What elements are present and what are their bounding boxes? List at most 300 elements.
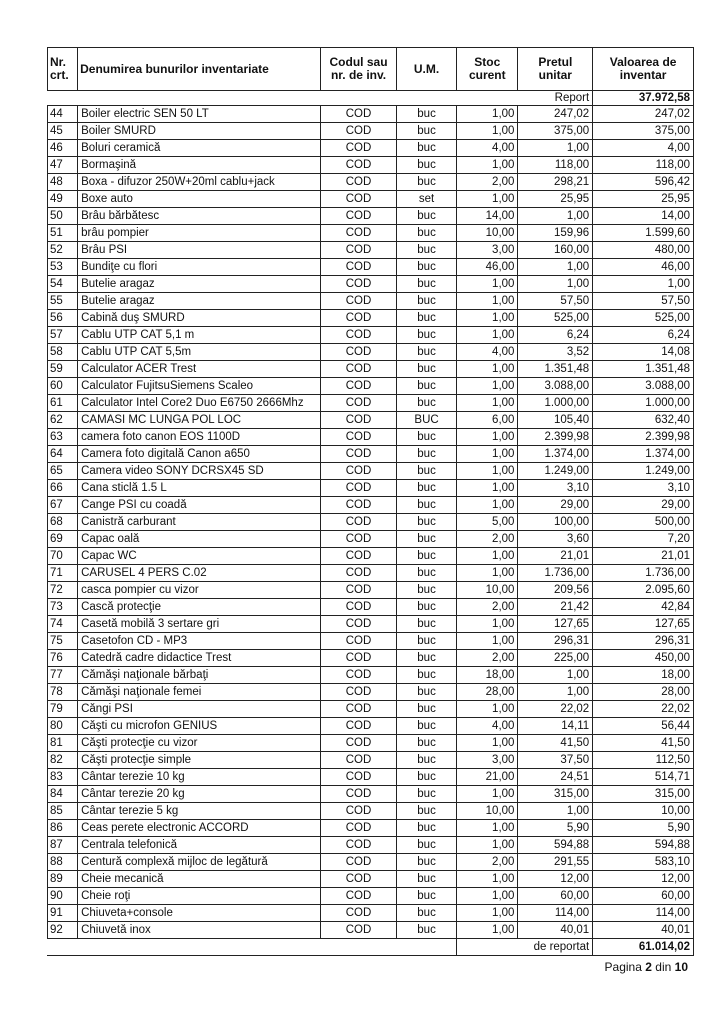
row-um: buc [396,242,456,259]
row-name: Camera video SONY DCRSX45 SD [78,463,321,480]
row-unit-price: 3,60 [518,531,593,548]
row-nr: 70 [48,548,78,565]
header-stock: Stoc curent [457,48,518,91]
row-stock: 4,00 [457,344,518,361]
row-name: casca pompier cu vizor [78,582,321,599]
row-code: COD [321,633,397,650]
row-nr: 50 [48,208,78,225]
row-um: buc [396,157,456,174]
row-stock: 1,00 [457,378,518,395]
row-stock: 1,00 [457,548,518,565]
row-name: Calculator ACER Trest [78,361,321,378]
row-code: COD [321,310,397,327]
row-name: Chiuvetă inox [78,922,321,939]
row-unit-price: 1,00 [518,208,593,225]
row-um: buc [396,395,456,412]
row-name: Boluri ceramică [78,140,321,157]
row-stock: 1,00 [457,293,518,310]
row-code: COD [321,344,397,361]
row-nr: 63 [48,429,78,446]
row-value: 25,95 [593,191,694,208]
table-row [48,140,694,157]
table-body [48,91,694,956]
row-name: Capac oală [78,531,321,548]
row-stock: 1,00 [457,871,518,888]
row-name: Bormaşină [78,157,321,174]
table-row [48,735,694,752]
row-unit-price: 291,55 [518,854,593,871]
row-code: COD [321,786,397,803]
row-nr: 44 [48,106,78,123]
row-name: Calculator Intel Core2 Duo E6750 2666Mhz [78,395,321,412]
table-row [48,786,694,803]
row-um: buc [396,548,456,565]
row-value: 10,00 [593,803,694,820]
row-unit-price: 14,11 [518,718,593,735]
row-name: Ceas perete electronic ACCORD [78,820,321,837]
row-name: Cheie roţi [78,888,321,905]
row-nr: 48 [48,174,78,191]
row-stock: 1,00 [457,463,518,480]
row-value: 2.095,60 [593,582,694,599]
row-code: COD [321,429,397,446]
table-row [48,514,694,531]
row-name: Cântar terezie 10 kg [78,769,321,786]
row-um: buc [396,837,456,854]
table-row [48,480,694,497]
table-row [48,446,694,463]
table-row [48,259,694,276]
page-number [605,960,688,974]
row-stock: 2,00 [457,531,518,548]
table-row [48,854,694,871]
report-row [48,91,694,106]
row-code: COD [321,446,397,463]
row-stock: 1,00 [457,327,518,344]
row-value: 480,00 [593,242,694,259]
row-name: CARUSEL 4 PERS C.02 [78,565,321,582]
row-code: COD [321,174,397,191]
row-code: COD [321,582,397,599]
row-stock: 1,00 [457,106,518,123]
row-unit-price: 114,00 [518,905,593,922]
table-row [48,871,694,888]
row-code: COD [321,837,397,854]
table-row [48,106,694,123]
row-code: COD [321,395,397,412]
row-value: 1,00 [593,276,694,293]
row-nr: 55 [48,293,78,310]
row-unit-price: 225,00 [518,650,593,667]
row-nr: 53 [48,259,78,276]
row-unit-price: 1,00 [518,684,593,701]
table-row [48,650,694,667]
row-value: 7,20 [593,531,694,548]
row-code: COD [321,225,397,242]
row-nr: 87 [48,837,78,854]
table-row [48,633,694,650]
row-unit-price: 21,42 [518,599,593,616]
row-stock: 5,00 [457,514,518,531]
row-name: Catedră cadre didactice Trest [78,650,321,667]
row-name: Cheie mecanică [78,871,321,888]
row-um: buc [396,497,456,514]
row-um: buc [396,310,456,327]
row-value: 40,01 [593,922,694,939]
row-value: 525,00 [593,310,694,327]
inventory-table [47,47,694,956]
row-value: 12,00 [593,871,694,888]
table-row [48,769,694,786]
row-code: COD [321,208,397,225]
row-code: COD [321,616,397,633]
row-nr: 83 [48,769,78,786]
row-unit-price: 6,24 [518,327,593,344]
row-um: buc [396,174,456,191]
row-nr: 66 [48,480,78,497]
row-um: buc [396,293,456,310]
page-middle: din [655,960,672,974]
row-unit-price: 159,96 [518,225,593,242]
row-um: buc [396,616,456,633]
row-code: COD [321,701,397,718]
row-name: Butelie aragaz [78,276,321,293]
row-code: COD [321,548,397,565]
row-value: 594,88 [593,837,694,854]
row-value: 5,90 [593,820,694,837]
row-stock: 4,00 [457,140,518,157]
row-name: Casetă mobilă 3 sertare gri [78,616,321,633]
table-row [48,565,694,582]
row-name: Capac WC [78,548,321,565]
row-name: Butelie aragaz [78,293,321,310]
row-um: buc [396,123,456,140]
row-um: buc [396,378,456,395]
table-row [48,497,694,514]
row-name: Cască protecţie [78,599,321,616]
row-nr: 49 [48,191,78,208]
row-value: 42,84 [593,599,694,616]
row-code: COD [321,718,397,735]
row-code: COD [321,514,397,531]
row-unit-price: 1.374,00 [518,446,593,463]
row-value: 4,00 [593,140,694,157]
row-value: 14,08 [593,344,694,361]
row-value: 60,00 [593,888,694,905]
row-unit-price: 247,02 [518,106,593,123]
row-value: 114,00 [593,905,694,922]
row-stock: 2,00 [457,854,518,871]
row-value: 118,00 [593,157,694,174]
row-unit-price: 29,00 [518,497,593,514]
row-stock: 1,00 [457,191,518,208]
table-row [48,888,694,905]
row-value: 583,10 [593,854,694,871]
row-code: COD [321,871,397,888]
row-unit-price: 1,00 [518,803,593,820]
carry-forward-spacer [48,939,457,956]
row-um: set [396,191,456,208]
row-value: 1.374,00 [593,446,694,463]
row-unit-price: 40,01 [518,922,593,939]
row-stock: 1,00 [457,837,518,854]
row-unit-price: 105,40 [518,412,593,429]
row-um: buc [396,361,456,378]
row-um: buc [396,259,456,276]
row-nr: 67 [48,497,78,514]
row-um: buc [396,565,456,582]
header-code: Codul sau nr. de inv. [321,48,397,91]
row-code: COD [321,820,397,837]
row-um: buc [396,905,456,922]
row-name: Chiuveta+console [78,905,321,922]
row-stock: 1,00 [457,786,518,803]
row-code: COD [321,684,397,701]
row-stock: 3,00 [457,242,518,259]
table-row [48,344,694,361]
row-um: buc [396,106,456,123]
row-nr: 72 [48,582,78,599]
row-code: COD [321,463,397,480]
row-value: 21,01 [593,548,694,565]
row-nr: 80 [48,718,78,735]
row-name: Cablu UTP CAT 5,1 m [78,327,321,344]
report-value: 37.972,58 [593,91,694,106]
table-row [48,752,694,769]
row-value: 28,00 [593,684,694,701]
table-row [48,327,694,344]
carry-forward-row [48,939,694,956]
row-nr: 51 [48,225,78,242]
row-value: 57,50 [593,293,694,310]
row-unit-price: 25,95 [518,191,593,208]
row-value: 1.351,48 [593,361,694,378]
row-nr: 86 [48,820,78,837]
row-value: 296,31 [593,633,694,650]
header-name: Denumirea bunurilor inventariate [78,48,321,91]
row-nr: 46 [48,140,78,157]
table-row [48,582,694,599]
row-value: 6,24 [593,327,694,344]
row-name: Căngi PSI [78,701,321,718]
row-name: Cange PSI cu coadă [78,497,321,514]
row-value: 500,00 [593,514,694,531]
row-um: buc [396,344,456,361]
table-row [48,684,694,701]
row-um: buc [396,786,456,803]
row-nr: 69 [48,531,78,548]
row-um: buc [396,140,456,157]
row-nr: 91 [48,905,78,922]
page-prefix: Pagina [604,960,642,974]
row-code: COD [321,803,397,820]
header-nr: Nr. crt. [48,48,78,91]
row-name: Centrala telefonică [78,837,321,854]
row-name: Cămăşi naţionale femei [78,684,321,701]
row-code: COD [321,735,397,752]
row-um: buc [396,718,456,735]
row-value: 2.399,98 [593,429,694,446]
row-um: buc [396,922,456,939]
table-row [48,548,694,565]
row-stock: 1,00 [457,497,518,514]
table-row [48,616,694,633]
row-code: COD [321,157,397,174]
row-code: COD [321,565,397,582]
row-stock: 10,00 [457,803,518,820]
row-nr: 58 [48,344,78,361]
row-nr: 56 [48,310,78,327]
row-um: buc [396,854,456,871]
row-unit-price: 1,00 [518,140,593,157]
row-stock: 1,00 [457,888,518,905]
carry-forward-label: de reportat [457,939,593,956]
row-code: COD [321,191,397,208]
row-name: Boiler electric SEN 50 LT [78,106,321,123]
row-stock: 1,00 [457,310,518,327]
row-value: 18,00 [593,667,694,684]
row-unit-price: 3.088,00 [518,378,593,395]
row-value: 632,40 [593,412,694,429]
row-stock: 46,00 [457,259,518,276]
row-unit-price: 12,00 [518,871,593,888]
row-name: Cântar terezie 5 kg [78,803,321,820]
row-um: buc [396,888,456,905]
row-stock: 10,00 [457,225,518,242]
row-name: Cămăşi naţionale bărbaţi [78,667,321,684]
row-stock: 1,00 [457,123,518,140]
row-um: buc [396,735,456,752]
row-stock: 3,00 [457,752,518,769]
row-code: COD [321,650,397,667]
row-value: 46,00 [593,259,694,276]
row-code: COD [321,242,397,259]
table-row [48,208,694,225]
table-row [48,463,694,480]
row-value: 1.599,60 [593,225,694,242]
row-nr: 79 [48,701,78,718]
row-unit-price: 525,00 [518,310,593,327]
row-code: COD [321,140,397,157]
table-row [48,837,694,854]
row-stock: 14,00 [457,208,518,225]
row-stock: 1,00 [457,701,518,718]
row-unit-price: 315,00 [518,786,593,803]
row-um: buc [396,463,456,480]
row-nr: 75 [48,633,78,650]
page-current: 2 [645,960,652,974]
row-code: COD [321,922,397,939]
row-um: buc [396,531,456,548]
table-row [48,922,694,939]
inventory-sheet [47,47,694,956]
row-nr: 61 [48,395,78,412]
row-unit-price: 1.351,48 [518,361,593,378]
row-stock: 1,00 [457,922,518,939]
row-value: 29,00 [593,497,694,514]
row-name: Cablu UTP CAT 5,5m [78,344,321,361]
row-unit-price: 2.399,98 [518,429,593,446]
row-stock: 1,00 [457,820,518,837]
row-um: buc [396,276,456,293]
row-nr: 82 [48,752,78,769]
row-unit-price: 298,21 [518,174,593,191]
row-name: Cabină duş SMURD [78,310,321,327]
table-row [48,242,694,259]
row-value: 3.088,00 [593,378,694,395]
table-row [48,174,694,191]
row-nr: 68 [48,514,78,531]
row-nr: 84 [48,786,78,803]
row-value: 127,65 [593,616,694,633]
row-value: 56,44 [593,718,694,735]
row-unit-price: 1,00 [518,259,593,276]
row-stock: 1,00 [457,616,518,633]
row-nr: 47 [48,157,78,174]
row-code: COD [321,531,397,548]
row-um: buc [396,599,456,616]
row-name: Brâu bărbătesc [78,208,321,225]
row-unit-price: 127,65 [518,616,593,633]
row-name: Calculator FujitsuSiemens Scaleo [78,378,321,395]
row-stock: 28,00 [457,684,518,701]
row-stock: 2,00 [457,174,518,191]
row-nr: 65 [48,463,78,480]
row-um: buc [396,871,456,888]
table-row [48,378,694,395]
row-nr: 60 [48,378,78,395]
row-unit-price: 118,00 [518,157,593,174]
row-stock: 1,00 [457,735,518,752]
table-row [48,599,694,616]
row-um: buc [396,803,456,820]
row-code: COD [321,752,397,769]
row-code: COD [321,854,397,871]
row-value: 375,00 [593,123,694,140]
row-nr: 89 [48,871,78,888]
row-code: COD [321,667,397,684]
row-um: BUC [396,412,456,429]
table-row [48,361,694,378]
row-stock: 1,00 [457,480,518,497]
row-stock: 1,00 [457,361,518,378]
row-nr: 92 [48,922,78,939]
row-um: buc [396,208,456,225]
row-value: 41,50 [593,735,694,752]
row-nr: 52 [48,242,78,259]
row-unit-price: 24,51 [518,769,593,786]
row-name: Camera foto digitală Canon a650 [78,446,321,463]
row-name: CAMASI MC LUNGA POL LOC [78,412,321,429]
row-name: Căşti protecţie cu vizor [78,735,321,752]
table-row [48,157,694,174]
row-um: buc [396,514,456,531]
table-row [48,905,694,922]
table-row [48,820,694,837]
row-value: 1.000,00 [593,395,694,412]
row-name: Brâu PSI [78,242,321,259]
row-nr: 71 [48,565,78,582]
row-name: Casetofon CD - MP3 [78,633,321,650]
row-code: COD [321,293,397,310]
header-unit-price: Pretul unitar [518,48,593,91]
row-code: COD [321,497,397,514]
row-stock: 1,00 [457,157,518,174]
row-nr: 59 [48,361,78,378]
row-unit-price: 296,31 [518,633,593,650]
row-stock: 1,00 [457,905,518,922]
row-nr: 77 [48,667,78,684]
